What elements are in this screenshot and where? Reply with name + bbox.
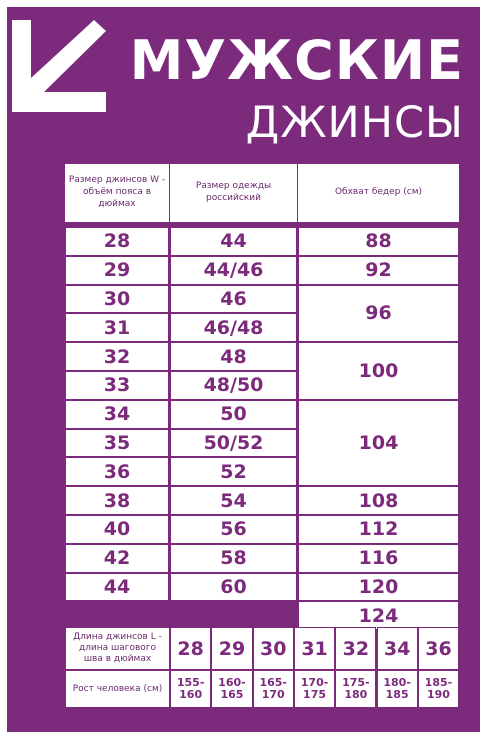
waist-size-cell: 44 bbox=[65, 573, 169, 602]
hip-girth-cell: 108 bbox=[298, 486, 459, 515]
hip-girth-cell: 96 bbox=[298, 285, 459, 343]
hip-girth-cell: 120 bbox=[298, 573, 459, 602]
length-label-cell: Длина джинсов L - длина шагового шва в дюймах bbox=[65, 627, 170, 670]
hip-girth-cell: 116 bbox=[298, 544, 459, 573]
ru-size-cell: 48/50 bbox=[170, 371, 297, 400]
ru-size-cell: 60 bbox=[170, 573, 297, 602]
hip-girth-cell: 88 bbox=[298, 227, 459, 256]
height-range-cell: 165- 170 bbox=[253, 670, 294, 708]
ru-size-cell: 52 bbox=[170, 457, 297, 486]
title-line-2: ДЖИНСЫ bbox=[245, 98, 464, 148]
height-range-cell: 180- 185 bbox=[377, 670, 418, 708]
ru-size-cell: 50/52 bbox=[170, 429, 297, 458]
waist-size-cell: 29 bbox=[65, 256, 169, 285]
ru-size-cell: 56 bbox=[170, 515, 297, 544]
ru-size-cell: 46 bbox=[170, 285, 297, 314]
inseam-length-cell: 29 bbox=[211, 627, 252, 670]
height-range-cell: 155- 160 bbox=[170, 670, 211, 708]
waist-size-cell: 40 bbox=[65, 515, 169, 544]
height-range-cell: 160- 165 bbox=[211, 670, 252, 708]
ru-size-cell: 44/46 bbox=[170, 256, 297, 285]
waist-size-cell: 28 bbox=[65, 227, 169, 256]
waist-size-cell: 34 bbox=[65, 400, 169, 429]
waist-size-cell: 32 bbox=[65, 342, 169, 371]
waist-size-cell: 42 bbox=[65, 544, 169, 573]
waist-size-cell: 38 bbox=[65, 486, 169, 515]
inseam-length-cell: 34 bbox=[377, 627, 418, 670]
hip-girth-cell: 92 bbox=[298, 256, 459, 285]
header-cell: Размер джинсов W - объём пояса в дюймах bbox=[65, 164, 169, 222]
ru-size-cell: 50 bbox=[170, 400, 297, 429]
inseam-length-cell: 36 bbox=[418, 627, 459, 670]
ru-size-cell: 58 bbox=[170, 544, 297, 573]
waist-size-cell: 30 bbox=[65, 285, 169, 314]
inseam-length-cell: 32 bbox=[335, 627, 376, 670]
height-range-cell: 170- 175 bbox=[294, 670, 335, 708]
waist-size-cell: 33 bbox=[65, 371, 169, 400]
header-cell: Размер одежды российский bbox=[170, 164, 297, 222]
hip-girth-cell: 104 bbox=[298, 400, 459, 486]
arrow-down-right-icon bbox=[12, 20, 106, 112]
hip-girth-cell: 100 bbox=[298, 342, 459, 400]
inseam-length-cell: 28 bbox=[170, 627, 211, 670]
ru-size-cell: 48 bbox=[170, 342, 297, 371]
inseam-length-cell: 30 bbox=[253, 627, 294, 670]
waist-size-cell: 31 bbox=[65, 313, 169, 342]
ru-size-cell: 44 bbox=[170, 227, 297, 256]
waist-size-cell: 36 bbox=[65, 457, 169, 486]
title-line-1: МУЖСКИЕ bbox=[129, 29, 464, 92]
waist-size-cell: 35 bbox=[65, 429, 169, 458]
hip-girth-cell: 124 bbox=[298, 601, 459, 630]
ru-size-cell: 54 bbox=[170, 486, 297, 515]
hip-girth-cell: 112 bbox=[298, 515, 459, 544]
ru-size-cell: 46/48 bbox=[170, 313, 297, 342]
height-range-cell: 175- 180 bbox=[335, 670, 376, 708]
height-label-cell: Рост человека (см) bbox=[65, 670, 170, 708]
header-cell: Обхват бедер (см) bbox=[298, 164, 459, 222]
inseam-length-cell: 31 bbox=[294, 627, 335, 670]
height-range-cell: 185- 190 bbox=[418, 670, 459, 708]
